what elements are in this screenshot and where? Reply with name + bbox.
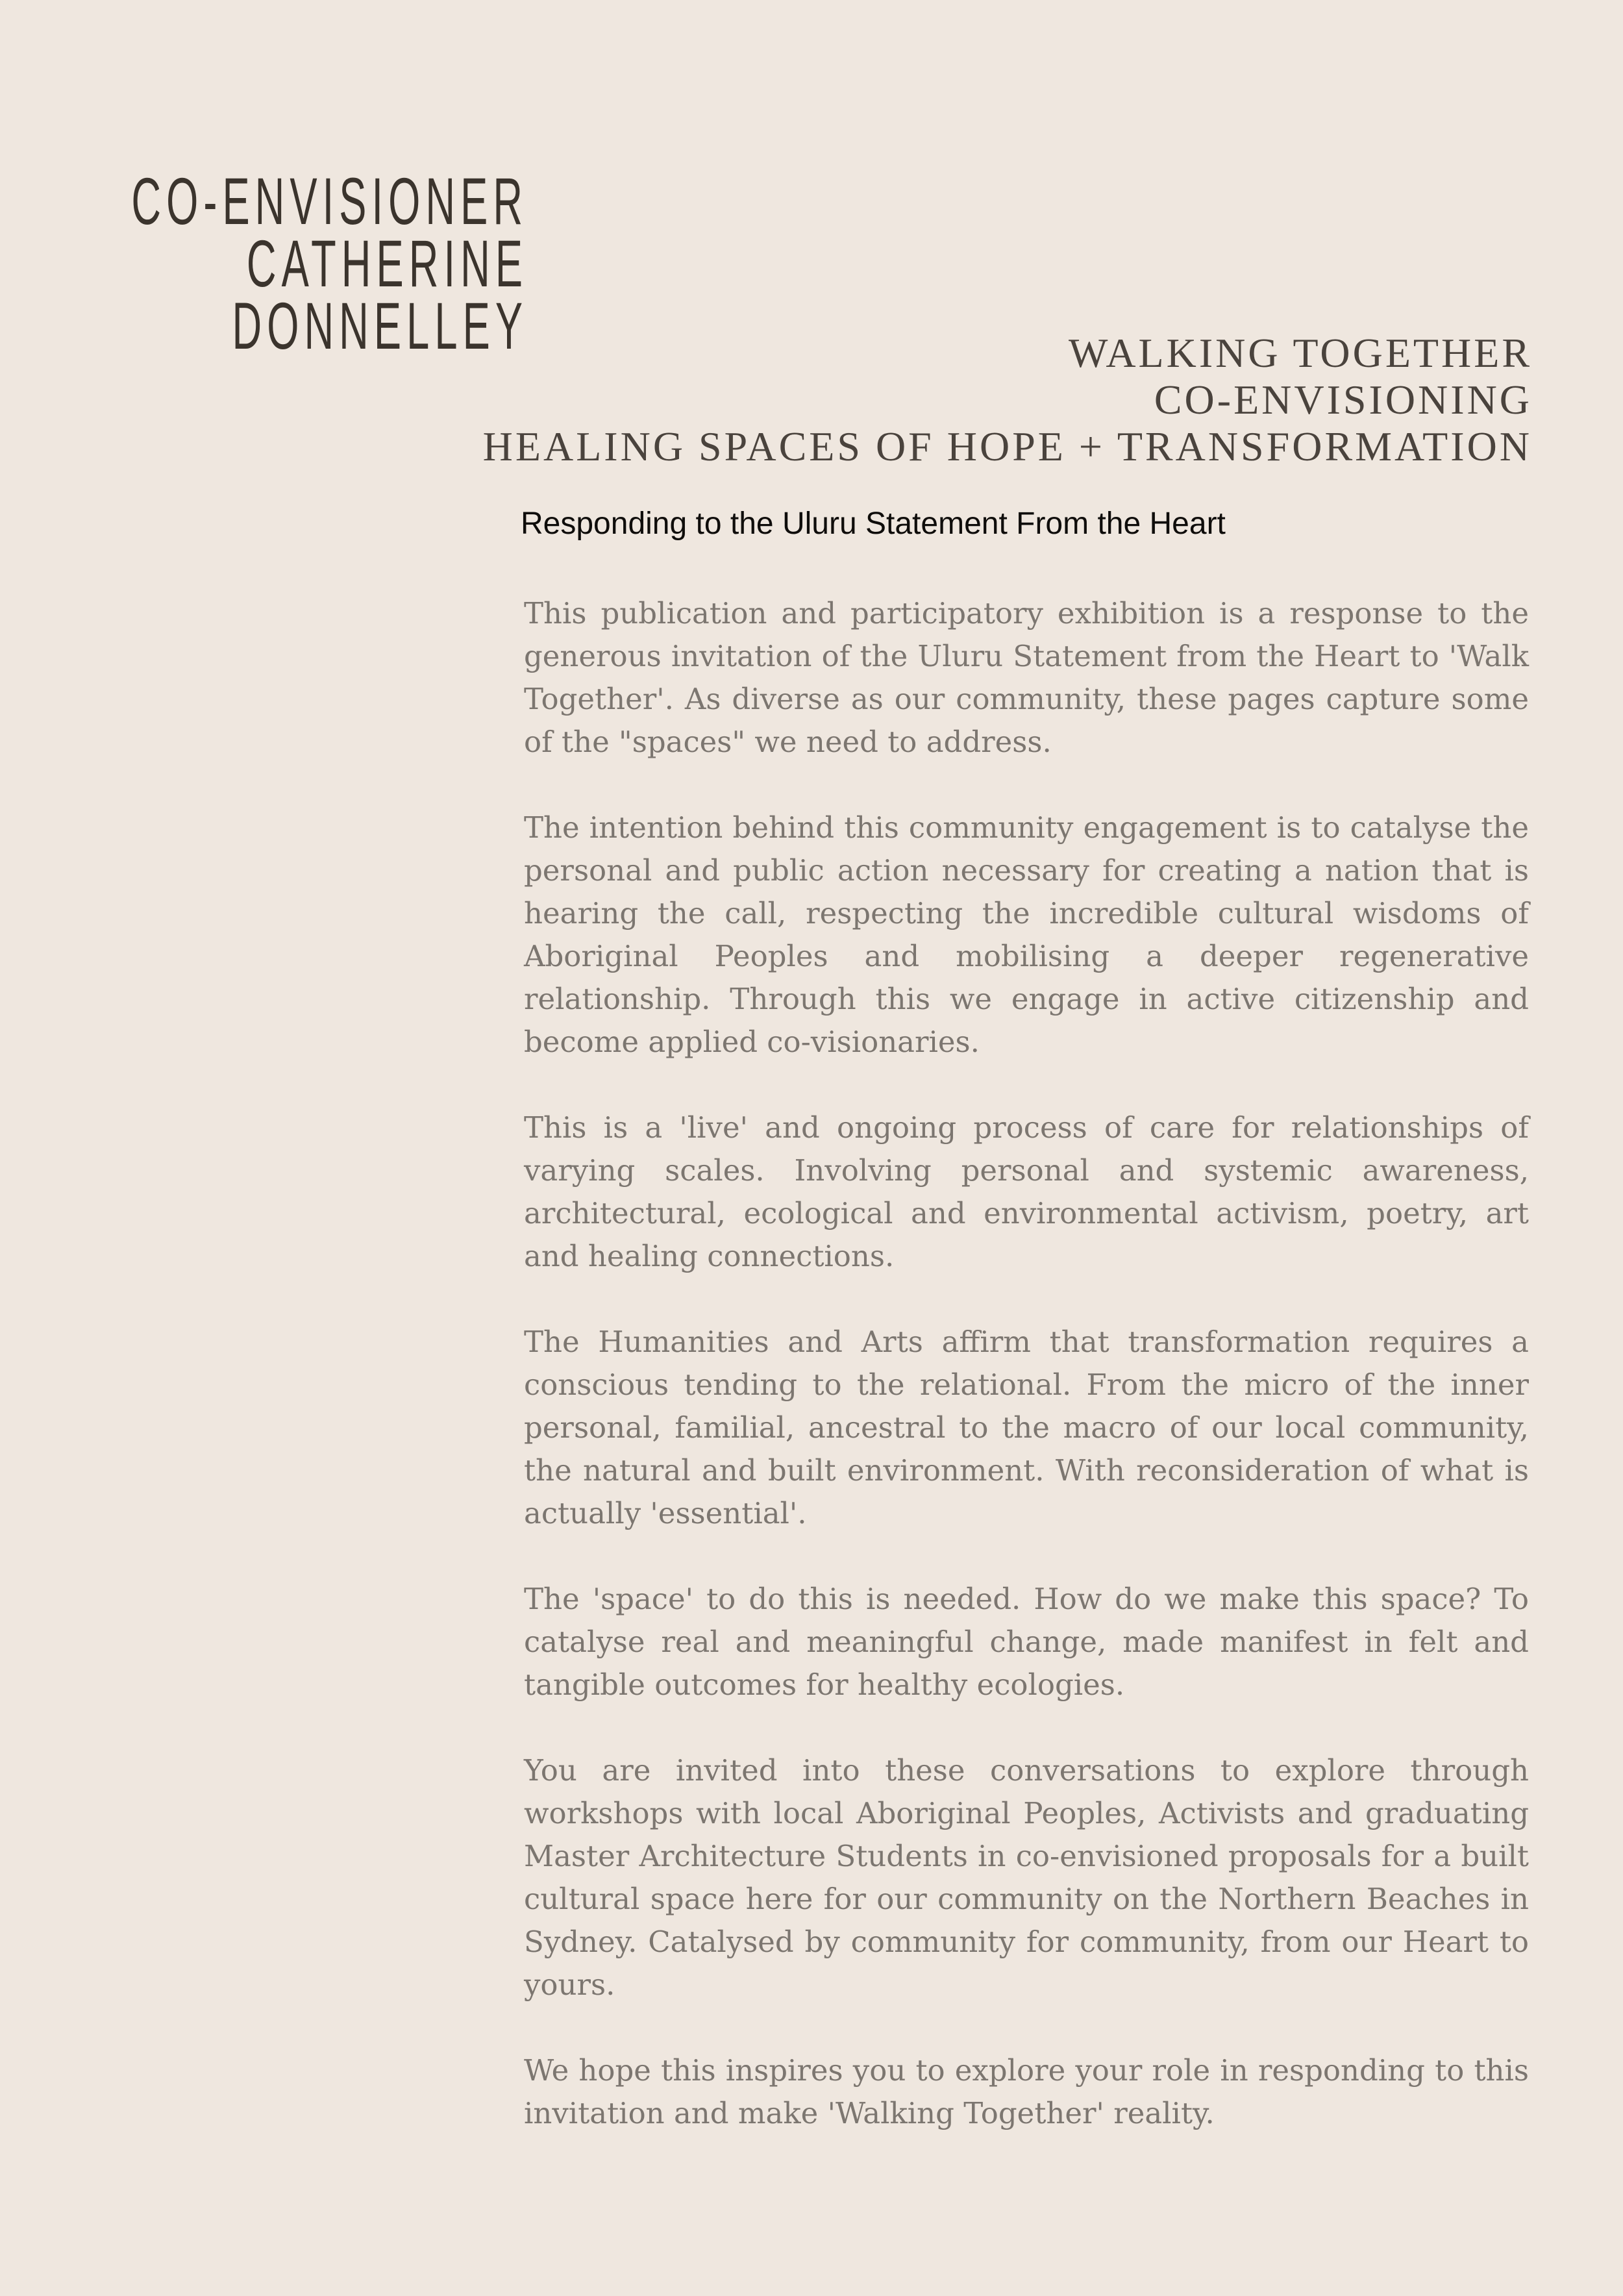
- paragraph: The 'space' to do this is needed. How do we make this space? To catalyse real and meaningful change, made manifest in felt and tangible outcomes for healthy ecologies.: [524, 1582, 1529, 1702]
- body-text: [524, 592, 1529, 2178]
- author-last-name: DONNELLEY: [232, 289, 528, 363]
- title-line-3: HEALING SPACES OF HOPE + TRANSFORMATION: [482, 423, 1532, 469]
- author-heading: [0, 164, 528, 363]
- paragraph: You are invited into these conversations to explore through workshops with local Aboriginal Peoples, Activists and graduating Master Architecture Students in co-envisioned proposals for a built cultural space here for our community on the Northern Beaches in Sydney. Catalysed by community for community, from our Heart to yours.: [524, 1753, 1529, 2002]
- subtitle: Responding to the Uluru Statement From the Heart: [521, 506, 1226, 541]
- author-role: CO-ENVISIONER: [131, 164, 528, 238]
- title-line-1: WALKING TOGETHER: [1069, 330, 1532, 376]
- paragraph: The Humanities and Arts affirm that transformation requires a conscious tending to the relational. From the micro of the inner personal, familial, ancestral to the macro of our local community, the natural and built environment. With reconsideration of what is actually 'essential'.: [524, 1325, 1529, 1530]
- paragraph: We hope this inspires you to explore your role in responding to this invitation and make 'Walking Together' reality.: [524, 2053, 1529, 2130]
- paragraph: This is a 'live' and ongoing process of care for relationships of varying scales. Involving personal and systemic awareness, architectural, ecological and environmental activism, poetry, art and healing connections.: [524, 1110, 1529, 1273]
- paragraph: This publication and participatory exhibition is a response to the generous invitation of the Uluru Statement from the Heart to 'Walk Together'. As diverse as our community, these pages capture some of the "spaces" we need to address.: [524, 596, 1529, 759]
- author-first-name: CATHERINE: [246, 227, 528, 301]
- title-line-2: CO-ENVISIONING: [1154, 377, 1532, 423]
- page-title: [483, 330, 1532, 470]
- paragraph: The intention behind this community engagement is to catalyse the personal and public action necessary for creating a nation that is hearing the call, respecting the incredible cultural wisdoms of Aboriginal Peoples and mobilising a deeper regenerative relationship. Through this we engage in active citizenship and become applied co-visionaries.: [524, 810, 1529, 1059]
